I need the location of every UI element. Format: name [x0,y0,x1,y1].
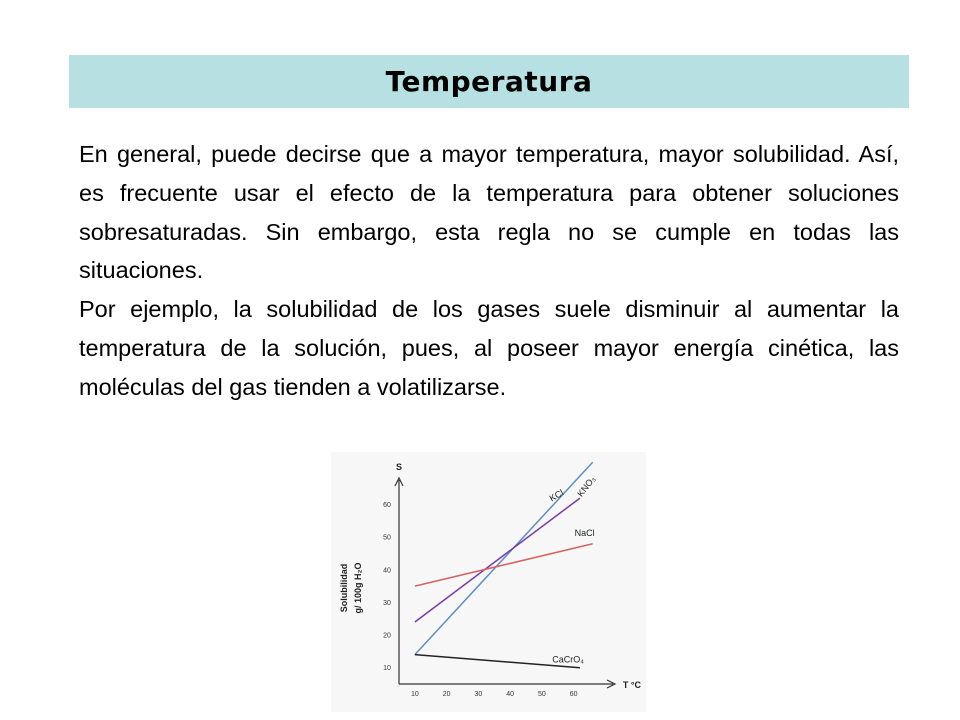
x-axis-label: T °C [622,680,641,690]
title-bar [69,55,909,108]
y-tick-label: 10 [383,665,391,673]
x-tick-label: 30 [474,691,483,698]
series-label-3: CaCrO₄ [552,654,584,665]
x-tick-label: 10 [410,691,419,698]
series-label-0: KNO₃ [575,474,598,499]
x-tick-label: 50 [537,691,546,698]
series-label-2: NaCl [574,527,595,538]
x-tick-label: 60 [569,691,578,698]
y-axis-top-label: S [395,462,403,472]
solubility-chart [331,452,646,712]
solubility-chart-svg [331,452,646,712]
body-text [79,135,899,407]
x-tick-label: 20 [442,691,451,698]
y-tick-label: 40 [383,567,391,575]
y-axis-label-line1: Solubilidad [339,563,349,613]
y-tick-label: 30 [383,599,391,607]
series-line-0 [415,462,593,654]
series-label-1: KCl [547,487,566,504]
y-tick-label: 20 [383,632,391,640]
series-line-1 [415,498,580,622]
y-tick-label: 60 [383,502,391,510]
paragraph-2: Por ejemplo, la solubilidad de los gases suele disminuir al aumentar la temperatura de la solución, pues, al poseer mayor energía cinética, las moléculas del gas tienden a volatilizarse. [79,296,899,400]
paragraph-1: En general, puede decirse que a mayor temperatura, mayor solubilidad. Así, es frecuente usar el efecto de la temperatura para obtener soluciones sobresaturadas. Sin embargo, esta regla no se cumple en todas las situaciones. [79,141,899,284]
y-axis-label-line2: g/ 100g H₂O [353,562,363,614]
y-tick-label: 50 [383,534,391,542]
x-tick-label: 40 [506,691,515,698]
series-line-2 [415,544,593,586]
slide-title: Temperatura [385,65,593,98]
